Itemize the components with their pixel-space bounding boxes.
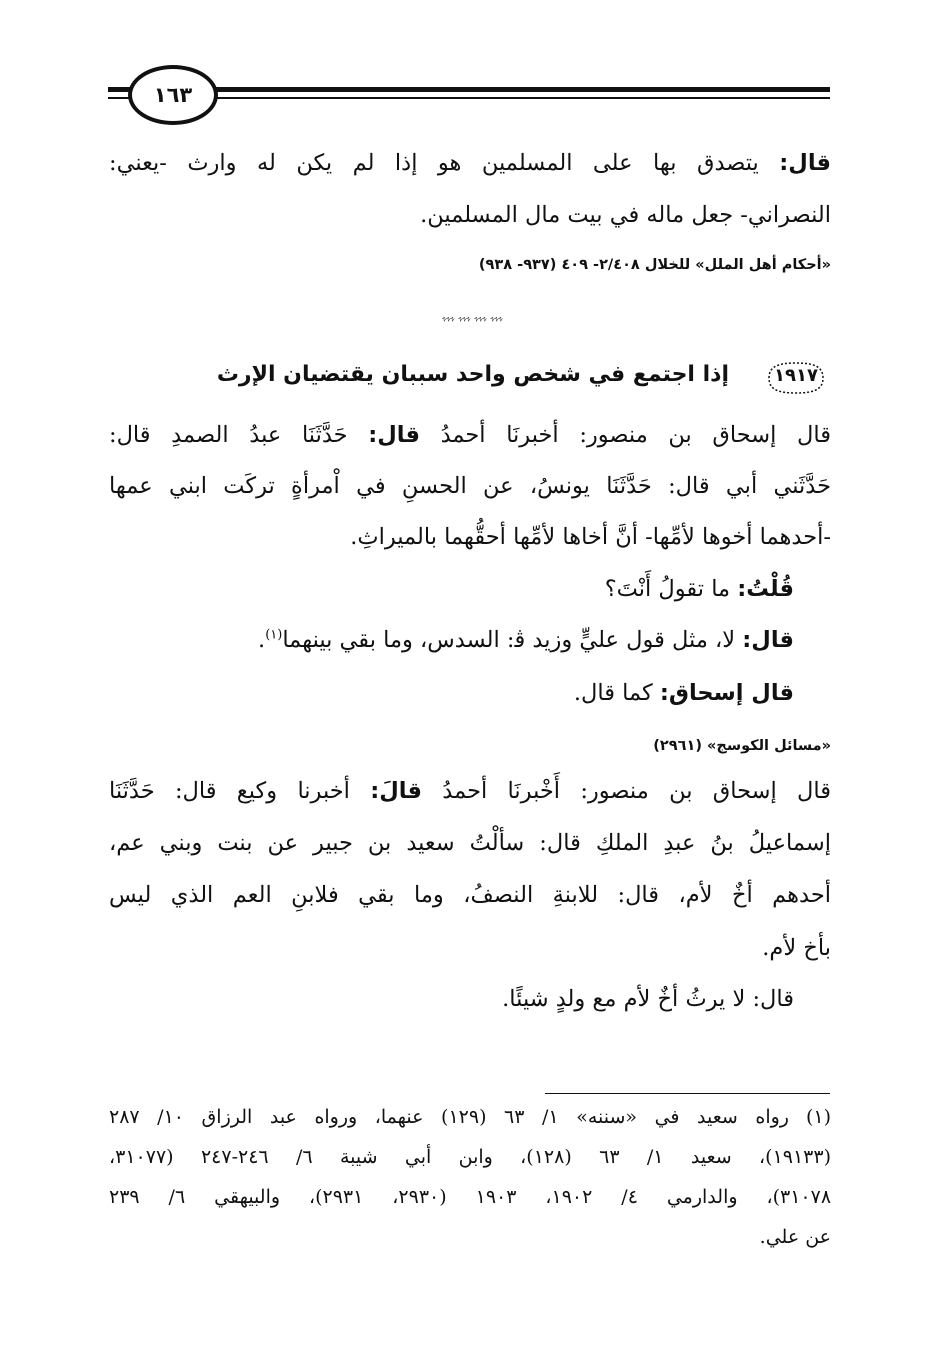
text-segment: قال إسحاق بن منصور: أخبرنَا أحمدُ [419, 422, 831, 448]
text-segment: قال إسحاق بن منصور: أَخْبرنَا أحمدُ [421, 778, 831, 804]
narration1-line1 [109, 422, 831, 448]
footnote-text: عن علي. [759, 1226, 831, 1248]
block1-line1 [109, 150, 831, 176]
answer-line [72, 627, 794, 653]
narration2-line2: إسماعيلُ بنُ عبدِ الملكِ قال: سألْتُ سعيد بن جبير عن بنت وبني عم، [109, 830, 831, 856]
footnote-rule [545, 1093, 830, 1094]
narration2-line1 [109, 778, 831, 804]
ishaq-line [72, 680, 794, 706]
text-segment: أخبرنا وكيع قال: حَدَّثَنَا [109, 778, 371, 804]
footnote-text: رواه سعيد في «سننه» ١/ ٦٣ (١٢٩) عنهما، ورواه عبد الرزاق ١٠/ ٢٨٧ [109, 1106, 789, 1128]
block1-text: يتصدق بها على المسلمين هو إذا لم يكن له وارث -يعني: [109, 150, 780, 176]
section-number-badge [765, 360, 827, 396]
text-segment: حَدَّثَنَا عبدُ الصمدِ قال: [109, 422, 369, 448]
text-segment: ما تقولُ أَنْتَ؟ [604, 576, 738, 602]
footnote-text: (١٩١٣٣)، سعيد ١/ ٦٣ (١٢٨)، وابن أبي شيبة ٦/ ٢٤٦-٢٤٧ (٣١٠٧٧، [109, 1146, 832, 1168]
block1-line2: النصراني- جعل ماله في بيت مال المسلمين. [420, 202, 831, 228]
narration2-line3: أحدهم أخٌ لأم، قال: للابنةِ النصفُ، وما بقي فلابنِ العم الذي ليس [109, 882, 831, 908]
page-number-text: ١٦٣ [153, 83, 193, 107]
section-number: ١٩١٧ [774, 365, 818, 386]
question-line [72, 576, 794, 602]
speaker-label: قال: [779, 150, 831, 176]
footnote-number: (١) [805, 1106, 831, 1128]
speaker-label: قُلْتُ: [737, 576, 794, 602]
narration2-line5: قال: لا يرثُ أخٌ لأم مع ولدٍ شيئًا. [502, 986, 794, 1012]
section-title: إذا اجتمع في شخص واحد سببان يقتضيان الإرث [216, 362, 729, 387]
text-segment: كما قال. [573, 680, 660, 706]
ornament-divider: ﮩﮩﮩ ﮩﮩﮩ ﮩﮩﮩ ﮩﮩﮩ [442, 308, 503, 322]
speaker-label: قالَ: [370, 778, 422, 804]
page-number [128, 65, 218, 125]
footnote-text: ٣١٠٧٨)، والدارمي ٤/ ١٩٠٢، ١٩٠٣ (٢٩٣٠، ٢٩٣١)، والبيهقي ٦/ ٢٣٩ [109, 1186, 832, 1208]
block1-source: «أحكام أهل الملل» للخلال ٢/٤٠٨- ٤٠٩ (٩٣٧- ٩٣٨) [478, 257, 831, 273]
text-segment: . [258, 627, 266, 653]
narration1-source: «مسائل الكوسج» (٢٩٦١) [653, 738, 831, 754]
narration1-line3: -أحدهما أخوها لأمِّها- أنَّ أخاها لأمِّها أحقُّهما بالميراثِ. [350, 524, 831, 550]
speaker-label: قال: [368, 422, 420, 448]
speaker-label: قال إسحاق: [659, 680, 794, 706]
footnote-ref[interactable]: (١) [265, 627, 283, 643]
text-segment: لا، مثل قول عليٍّ وزيد ﭬ: السدس، وما بقي بينهما [282, 627, 743, 653]
speaker-label: قال: [742, 627, 794, 653]
narration1-line2: حَدَّثَني أبي قال: حَدَّثَنَا يونسُ، عن الحسنِ في اْمرأةٍ تركَت ابني عمها [109, 473, 831, 499]
narration2-line4: بأخ لأم. [762, 935, 831, 961]
